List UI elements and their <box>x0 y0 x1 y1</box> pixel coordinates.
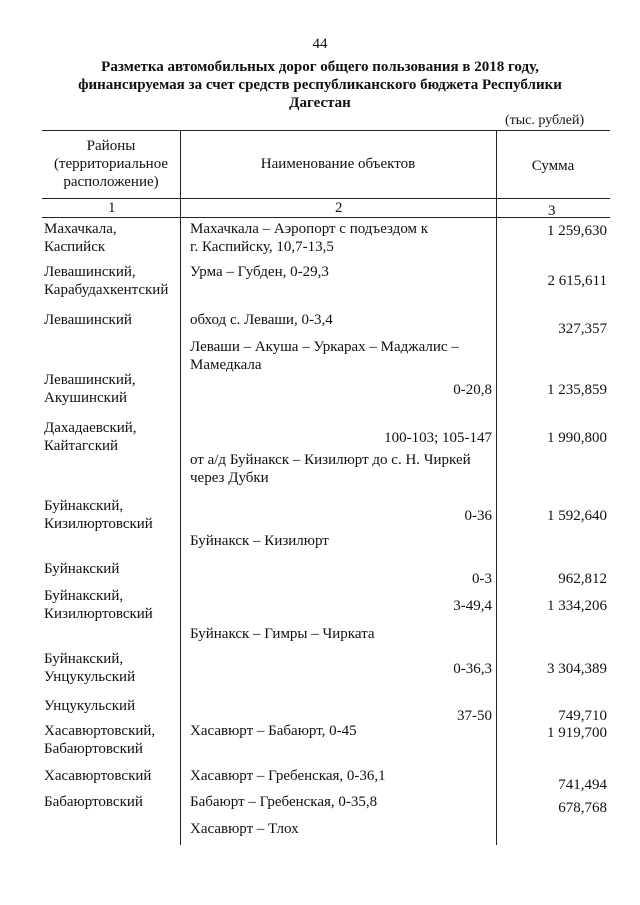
object-text: Бабаюрт – Гребенская, 0-35,8 <box>190 794 378 810</box>
object-cell <box>190 311 492 329</box>
table-row <box>42 650 607 690</box>
document-title <box>40 58 600 112</box>
object-cell <box>190 419 492 447</box>
km-range: 0-20,8 <box>453 382 492 398</box>
district-cell <box>44 220 179 256</box>
header-bottom-rule <box>42 198 610 199</box>
district-text: Кизилюртовский <box>44 516 153 532</box>
object-text: Мамедкала <box>190 357 262 373</box>
district-cell <box>44 263 179 299</box>
colnum-bottom-rule <box>42 217 610 218</box>
district-cell <box>44 587 179 623</box>
district-text: Кайтагский <box>44 438 119 454</box>
amount-cell: 1 259,630 <box>547 223 607 239</box>
column-number-3: 3 <box>548 203 556 219</box>
page-number: 44 <box>312 36 328 52</box>
object-cell <box>190 625 492 643</box>
district-text: Каспийск <box>44 239 106 255</box>
amount-cell: 1 334,206 <box>547 598 607 614</box>
object-text: г. Каспийску, 10,7-13,5 <box>190 239 334 255</box>
district-cell <box>44 560 179 578</box>
object-cell <box>190 371 492 399</box>
km-range: 0-3 <box>472 571 492 587</box>
district-text: Бабаюртовский <box>44 794 143 810</box>
object-cell <box>190 451 492 487</box>
district-cell <box>44 371 179 407</box>
amount-cell: 1 919,700 <box>547 725 607 741</box>
object-cell <box>190 650 492 678</box>
object-text: Хасавюрт – Бабаюрт, 0-45 <box>190 723 357 739</box>
district-text: Хасавюртовский <box>44 768 152 784</box>
table-row <box>42 263 607 303</box>
object-cell <box>190 497 492 525</box>
table-row <box>42 722 607 762</box>
table-row <box>42 371 607 411</box>
object-text: Хасавюрт – Гребенская, 0-36,1 <box>190 768 386 784</box>
object-cell <box>190 532 492 550</box>
object-cell <box>190 767 492 785</box>
table-row <box>42 587 607 627</box>
unit-note: (тыс. рублей) <box>505 113 585 128</box>
amount-cell: 3 304,389 <box>547 661 607 677</box>
column-number-1: 1 <box>108 200 116 216</box>
object-cell <box>190 263 492 281</box>
district-text: Акушинский <box>44 390 128 406</box>
district-text: Буйнакский, <box>44 588 124 604</box>
object-cell <box>190 560 492 588</box>
district-text: Буйнакский, <box>44 651 124 667</box>
object-cell <box>190 722 492 740</box>
object-text: Хасавюрт – Тлох <box>190 821 299 837</box>
district-text: Левашинский <box>44 312 132 328</box>
header-districts: Районы (территориальное расположение) <box>53 138 169 190</box>
amount-cell: 962,812 <box>558 571 607 587</box>
district-text: Левашинский, <box>44 372 136 388</box>
amount-cell: 1 592,640 <box>547 508 607 524</box>
district-text: Махачкала, <box>44 221 117 237</box>
km-range: 0-36 <box>464 508 492 524</box>
title-line: Разметка автомобильных дорог общего пользования в 2018 году, <box>101 59 539 75</box>
object-text: Буйнакск – Гимры – Чирката <box>190 626 375 642</box>
amount-cell: 2 615,611 <box>547 273 607 289</box>
district-text: Левашинский, <box>44 264 136 280</box>
table-row <box>42 451 607 491</box>
amount-cell: 741,494 <box>558 777 607 793</box>
amount-cell: 749,710 <box>558 708 607 724</box>
object-text: через Дубки <box>190 470 269 486</box>
object-text: Урма – Губден, 0-29,3 <box>190 264 329 280</box>
district-cell <box>44 767 179 785</box>
table-row <box>42 497 607 537</box>
district-text: Хасавюртовский, <box>44 723 156 739</box>
amount-cell: 678,768 <box>558 800 607 816</box>
table-row <box>42 220 607 260</box>
amount-cell: 1 235,859 <box>547 382 607 398</box>
district-text: Кизилюртовский <box>44 606 153 622</box>
district-text: Дахадаевский, <box>44 420 137 436</box>
title-line: финансируемая за счет средств республиканского бюджета Республики <box>78 77 562 93</box>
amount-cell: 327,357 <box>558 321 607 337</box>
district-cell <box>44 311 179 329</box>
district-text: Буйнакский, <box>44 498 124 514</box>
district-cell <box>44 419 179 455</box>
table-top-rule <box>42 130 610 131</box>
km-range: 0-36,3 <box>453 661 492 677</box>
object-text: обход с. Леваши, 0-3,4 <box>190 312 333 328</box>
header-amount: Сумма <box>531 158 575 174</box>
district-cell <box>44 697 179 715</box>
district-cell <box>44 722 179 758</box>
object-text: Буйнакск – Кизилюрт <box>190 533 329 549</box>
district-cell <box>44 497 179 533</box>
object-text: Махачкала – Аэропорт с подъездом к <box>190 221 429 237</box>
amount-cell: 1 990,800 <box>547 430 607 446</box>
district-text: Унцукульский <box>44 698 136 714</box>
object-text: от а/д Буйнакск – Кизилюрт до с. Н. Чиркей <box>190 452 471 468</box>
km-range: 37-50 <box>457 708 492 724</box>
object-cell <box>190 220 492 256</box>
object-cell <box>190 793 492 811</box>
column-number-2: 2 <box>335 200 343 216</box>
title-line: Дагестан <box>289 95 351 111</box>
object-cell <box>190 338 492 374</box>
district-cell <box>44 793 179 811</box>
district-text: Бабаюртовский <box>44 741 143 757</box>
district-text: Унцукульский <box>44 669 136 685</box>
object-cell <box>190 820 492 838</box>
district-text: Буйнакский <box>44 561 120 577</box>
table-row <box>42 820 607 860</box>
header-objects: Наименование объектов <box>260 156 416 172</box>
km-range: 3-49,4 <box>453 598 492 614</box>
object-cell <box>190 697 492 725</box>
object-cell <box>190 587 492 615</box>
district-text: Карабудахкентский <box>44 282 169 298</box>
district-cell <box>44 650 179 686</box>
object-text: Леваши – Акуша – Уркарах – Маджалис – <box>190 339 459 355</box>
km-range: 100-103; 105-147 <box>384 430 492 446</box>
